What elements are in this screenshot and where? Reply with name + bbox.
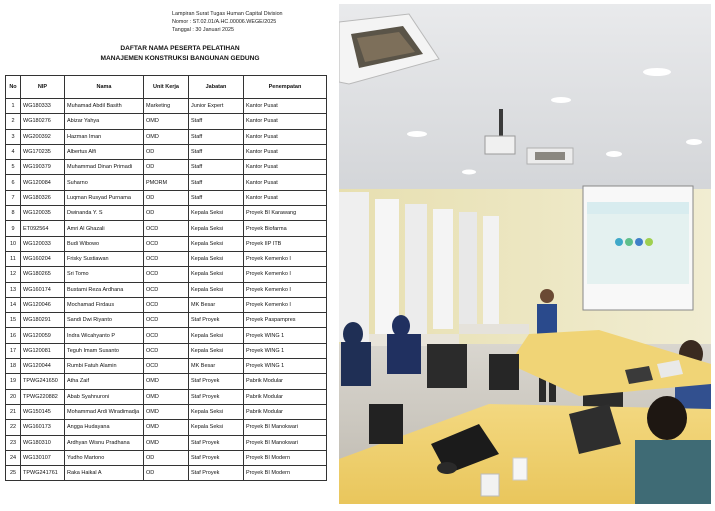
cell-jabatan: Kepala Seksi xyxy=(189,328,244,343)
memo-line-2: Nomor : ST.02.01/A.HC.00006.WEGE/2025 xyxy=(172,19,277,25)
cell-nama: Luqman Rusyad Purnama xyxy=(65,190,144,205)
cell-nip: WG180326 xyxy=(21,190,65,205)
cell-nip: WG150145 xyxy=(21,404,65,419)
table-row xyxy=(6,328,327,343)
cell-unit-kerja: OMD xyxy=(144,420,189,435)
cell-nama: Muhamad Abdil Basith xyxy=(65,99,144,114)
cell-no: 15 xyxy=(6,313,21,328)
cell-penempatan: Proyek Biofarma xyxy=(244,221,327,236)
cell-penempatan: Kantor Pusat xyxy=(244,129,327,144)
attachment-document xyxy=(0,0,335,511)
cell-nama: Budi Wibowo xyxy=(65,236,144,251)
cell-penempatan: Pabrik Modular xyxy=(244,389,327,404)
cell-nip: TPWG220882 xyxy=(21,389,65,404)
table-row xyxy=(6,251,327,266)
cell-no: 5 xyxy=(6,160,21,175)
training-session-photo xyxy=(339,4,711,504)
table-row xyxy=(6,206,327,221)
cell-nip: WG160173 xyxy=(21,420,65,435)
cell-jabatan: Kepala Seksi xyxy=(189,343,244,358)
cell-unit-kerja: OD xyxy=(144,466,189,481)
cell-nama: Frisky Sustiawan xyxy=(65,251,144,266)
cell-unit-kerja: OMD xyxy=(144,404,189,419)
table-row xyxy=(6,297,327,312)
cell-jabatan: Kepala Seksi xyxy=(189,236,244,251)
cell-nip: WG180276 xyxy=(21,114,65,129)
cell-penempatan: Proyek Kemenko I xyxy=(244,297,327,312)
cell-penempatan: Proyek WING 1 xyxy=(244,343,327,358)
cell-unit-kerja: OD xyxy=(144,450,189,465)
table-row xyxy=(6,374,327,389)
header-col-nama: Nama xyxy=(65,76,144,99)
cell-penempatan: Proyek Kemenko I xyxy=(244,282,327,297)
cell-jabatan: Staf Proyek xyxy=(189,313,244,328)
cell-unit-kerja: OD xyxy=(144,190,189,205)
cell-penempatan: Proyek BI Manokwari xyxy=(244,435,327,450)
cell-jabatan: Staf Proyek xyxy=(189,435,244,450)
memo-line-3: Tanggal : 30 Januari 2025 xyxy=(172,27,235,33)
cell-penempatan: Proyek Kemenko I xyxy=(244,251,327,266)
cell-jabatan: MK Besar xyxy=(189,359,244,374)
cell-nip: WG120044 xyxy=(21,359,65,374)
cell-jabatan: Staff xyxy=(189,114,244,129)
cell-nip: WG120035 xyxy=(21,206,65,221)
cell-penempatan: Proyek Kemenko I xyxy=(244,267,327,282)
letter-reference xyxy=(172,10,332,34)
cell-nip: WG120059 xyxy=(21,328,65,343)
cell-nama: Mochamad Firdaus xyxy=(65,297,144,312)
cell-jabatan: Kepala Seksi xyxy=(189,267,244,282)
table-header-row xyxy=(6,76,327,99)
table-row xyxy=(6,466,327,481)
cell-unit-kerja: OCD xyxy=(144,267,189,282)
table-row xyxy=(6,359,327,374)
cell-jabatan: Staf Proyek xyxy=(189,374,244,389)
cell-no: 16 xyxy=(6,328,21,343)
cell-unit-kerja: OCD xyxy=(144,221,189,236)
cell-penempatan: Kantor Pusat xyxy=(244,160,327,175)
participant-table xyxy=(5,75,327,481)
table-row xyxy=(6,99,327,114)
cell-nip: WG180333 xyxy=(21,99,65,114)
cell-no: 21 xyxy=(6,404,21,419)
cell-nip: ET092564 xyxy=(21,221,65,236)
cell-nama: Dwinanda Y. S xyxy=(65,206,144,221)
cell-jabatan: Staff xyxy=(189,144,244,159)
cell-nama: Rumbi Fatuh Alamin xyxy=(65,359,144,374)
cell-unit-kerja: PMORM xyxy=(144,175,189,190)
table-row xyxy=(6,450,327,465)
cell-no: 14 xyxy=(6,297,21,312)
cell-nip: WG170235 xyxy=(21,144,65,159)
cell-penempatan: Proyek BI Manokwari xyxy=(244,420,327,435)
cell-nip: WG180265 xyxy=(21,267,65,282)
cell-nip: WG160204 xyxy=(21,251,65,266)
table-row xyxy=(6,389,327,404)
cell-penempatan: Kantor Pusat xyxy=(244,99,327,114)
cell-unit-kerja: OCD xyxy=(144,236,189,251)
cell-nama: Sri Tomo xyxy=(65,267,144,282)
cell-no: 12 xyxy=(6,267,21,282)
cell-unit-kerja: OMD xyxy=(144,389,189,404)
cell-jabatan: Staff xyxy=(189,129,244,144)
cell-unit-kerja: OMD xyxy=(144,374,189,389)
cell-nama: Bustami Reza Ardhana xyxy=(65,282,144,297)
cell-no: 4 xyxy=(6,144,21,159)
cell-jabatan: Kepala Seksi xyxy=(189,404,244,419)
cell-no: 1 xyxy=(6,99,21,114)
cell-unit-kerja: OD xyxy=(144,160,189,175)
cell-unit-kerja: OCD xyxy=(144,328,189,343)
cell-penempatan: Proyek IIP ITB xyxy=(244,236,327,251)
table-row xyxy=(6,160,327,175)
cell-no: 20 xyxy=(6,389,21,404)
cell-no: 8 xyxy=(6,206,21,221)
cell-nip: WG160174 xyxy=(21,282,65,297)
cell-jabatan: Staf Proyek xyxy=(189,466,244,481)
header-col-no: No xyxy=(6,76,21,99)
cell-penempatan: Kantor Pusat xyxy=(244,114,327,129)
cell-jabatan: Kepala Seksi xyxy=(189,221,244,236)
cell-jabatan: Staf Proyek xyxy=(189,450,244,465)
table-row xyxy=(6,114,327,129)
cell-no: 11 xyxy=(6,251,21,266)
cell-unit-kerja: OCD xyxy=(144,343,189,358)
table-row xyxy=(6,129,327,144)
cell-unit-kerja: OCD xyxy=(144,297,189,312)
cell-penempatan: Kantor Pusat xyxy=(244,190,327,205)
cell-unit-kerja: OD xyxy=(144,206,189,221)
cell-nama: Teguh Imam Susanto xyxy=(65,343,144,358)
cell-jabatan: Junior Expert xyxy=(189,99,244,114)
cell-nip: WG120084 xyxy=(21,175,65,190)
cell-no: 10 xyxy=(6,236,21,251)
cell-nama: Atha Zaif xyxy=(65,374,144,389)
cell-nip: WG190379 xyxy=(21,160,65,175)
cell-penempatan: Pabrik Modular xyxy=(244,404,327,419)
cell-nip: WG130107 xyxy=(21,450,65,465)
table-row xyxy=(6,404,327,419)
header-col-unit-kerja: Unit Kerja xyxy=(144,76,189,99)
table-row xyxy=(6,221,327,236)
cell-nama: Mohammad Ardi Wiradimadja xyxy=(65,404,144,419)
cell-nip: WG120033 xyxy=(21,236,65,251)
cell-unit-kerja: OCD xyxy=(144,282,189,297)
cell-unit-kerja: OCD xyxy=(144,313,189,328)
cell-no: 17 xyxy=(6,343,21,358)
cell-nama: Raka Haikal A xyxy=(65,466,144,481)
cell-penempatan: Proyek Paspampres xyxy=(244,313,327,328)
header-col-nip: NIP xyxy=(21,76,65,99)
cell-penempatan: Proyek BI Karawang xyxy=(244,206,327,221)
document-title xyxy=(20,44,340,64)
cell-penempatan: Kantor Pusat xyxy=(244,144,327,159)
cell-no: 24 xyxy=(6,450,21,465)
cell-nip: WG200392 xyxy=(21,129,65,144)
cell-unit-kerja: OMD xyxy=(144,129,189,144)
cell-no: 22 xyxy=(6,420,21,435)
cell-nama: Abizar Yahya xyxy=(65,114,144,129)
cell-jabatan: Staff xyxy=(189,175,244,190)
cell-no: 18 xyxy=(6,359,21,374)
cell-nama: Indra Wicahyanto P xyxy=(65,328,144,343)
table-row xyxy=(6,175,327,190)
title-line-2: MANAJEMEN KONSTRUKSI BANGUNAN GEDUNG xyxy=(100,55,260,62)
cell-no: 23 xyxy=(6,435,21,450)
cell-nama: Albertus Alfi xyxy=(65,144,144,159)
table-row xyxy=(6,282,327,297)
cell-jabatan: Kepala Seksi xyxy=(189,420,244,435)
cell-no: 13 xyxy=(6,282,21,297)
cell-nama: Ardhyan Wisnu Pradhana xyxy=(65,435,144,450)
cell-no: 19 xyxy=(6,374,21,389)
table-row xyxy=(6,190,327,205)
table-row xyxy=(6,267,327,282)
cell-no: 2 xyxy=(6,114,21,129)
cell-nip: WG120046 xyxy=(21,297,65,312)
cell-jabatan: Kepala Seksi xyxy=(189,282,244,297)
cell-no: 3 xyxy=(6,129,21,144)
cell-no: 9 xyxy=(6,221,21,236)
cell-nama: Yudho Martono xyxy=(65,450,144,465)
cell-penempatan: Pabrik Modular xyxy=(244,374,327,389)
table-row xyxy=(6,236,327,251)
cell-unit-kerja: OMD xyxy=(144,435,189,450)
table-row xyxy=(6,420,327,435)
cell-nama: Angga Hudayana xyxy=(65,420,144,435)
cell-jabatan: MK Besar xyxy=(189,297,244,312)
table-row xyxy=(6,313,327,328)
cell-nama: Muhammad Dinan Primadi xyxy=(65,160,144,175)
cell-penempatan: Proyek BI Modern xyxy=(244,466,327,481)
cell-nama: Amri Al Ghazali xyxy=(65,221,144,236)
cell-nip: TPWG241761 xyxy=(21,466,65,481)
cell-jabatan: Staff xyxy=(189,190,244,205)
header-col-penempatan: Penempatan xyxy=(244,76,327,99)
table-row xyxy=(6,144,327,159)
cell-nip: TPWG241650 xyxy=(21,374,65,389)
cell-nip: WG120081 xyxy=(21,343,65,358)
cell-nip: WG180310 xyxy=(21,435,65,450)
cell-unit-kerja: Marketing xyxy=(144,99,189,114)
cell-nama: Suharno xyxy=(65,175,144,190)
cell-jabatan: Staf Proyek xyxy=(189,389,244,404)
cell-unit-kerja: OD xyxy=(144,144,189,159)
cell-nama: Sandi Dwi Riyanto xyxy=(65,313,144,328)
cell-no: 6 xyxy=(6,175,21,190)
cell-unit-kerja: OCD xyxy=(144,251,189,266)
title-line-1: DAFTAR NAMA PESERTA PELATIHAN xyxy=(120,45,240,52)
cell-jabatan: Staff xyxy=(189,160,244,175)
cell-jabatan: Kepala Seksi xyxy=(189,251,244,266)
cell-nip: WG180291 xyxy=(21,313,65,328)
header-col-jabatan: Jabatan xyxy=(189,76,244,99)
table-row xyxy=(6,343,327,358)
memo-line-1: Lampiran Surat Tugas Human Capital Division xyxy=(172,11,283,17)
table-row xyxy=(6,435,327,450)
cell-unit-kerja: OMD xyxy=(144,114,189,129)
cell-jabatan: Kepala Seksi xyxy=(189,206,244,221)
cell-penempatan: Proyek WING 1 xyxy=(244,359,327,374)
cell-nama: Hazman Iman xyxy=(65,129,144,144)
cell-no: 25 xyxy=(6,466,21,481)
cell-penempatan: Kantor Pusat xyxy=(244,175,327,190)
cell-nama: Abab Syahnuroni xyxy=(65,389,144,404)
cell-no: 7 xyxy=(6,190,21,205)
cell-unit-kerja: OCD xyxy=(144,359,189,374)
cell-penempatan: Proyek WING 1 xyxy=(244,328,327,343)
cell-penempatan: Proyek BI Modern xyxy=(244,450,327,465)
